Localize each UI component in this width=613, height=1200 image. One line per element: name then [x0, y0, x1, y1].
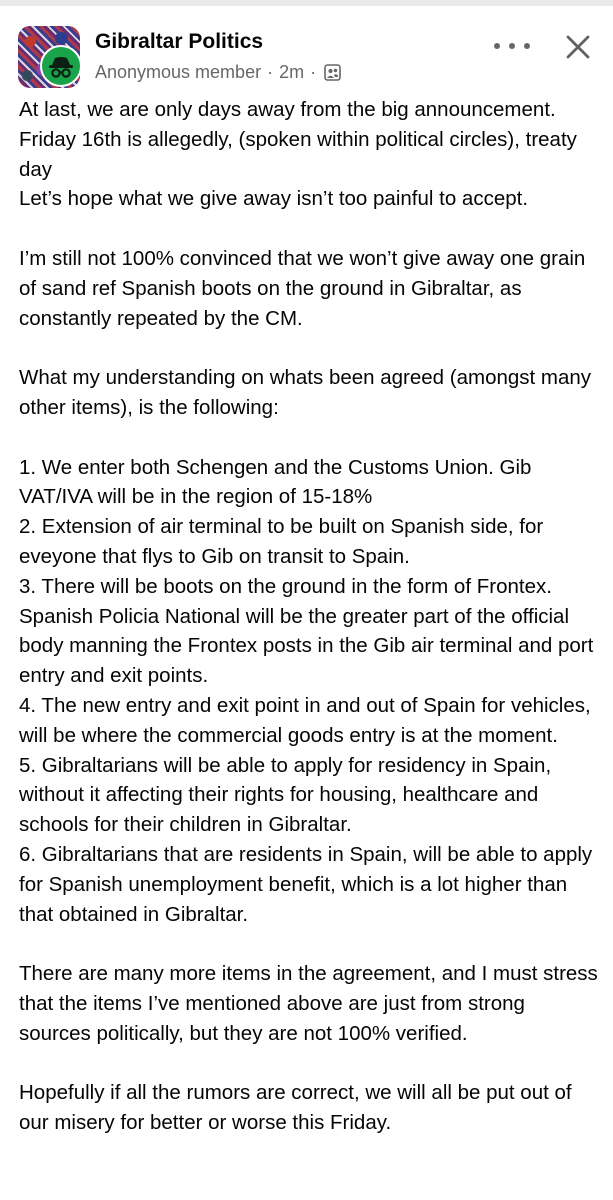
post-text-line: 3. There will be boots on the ground in the form of Frontex. Spanish Policia National will be the greater part of the official body manning the Frontex posts in the Gib air terminal and port entry and exit points.: [19, 574, 594, 688]
post-text-line: 1. We enter both Schengen and the Customs Union. Gib VAT/IVA will be in the region of 15-18%: [19, 455, 532, 509]
post-timestamp[interactable]: 2m: [279, 62, 305, 82]
members-icon[interactable]: [324, 64, 341, 81]
post-text-line: 5. Gibraltarians will be able to apply for residency in Spain, without it affecting their rights for housing, healthcare and schools for their children in Gibraltar.: [19, 753, 552, 837]
meta-separator: ·: [310, 62, 317, 82]
paragraph-gap: [19, 929, 599, 959]
close-icon[interactable]: [561, 30, 595, 64]
author-name[interactable]: Anonymous member: [95, 62, 262, 82]
more-options-button[interactable]: [494, 36, 530, 56]
anonymous-avatar: [40, 45, 82, 87]
post-text-line: I’m still not 100% convinced that we won’t give away one grain of sand ref Spanish boots on the ground in Gibraltar, as constantly repeated by the CM.: [19, 246, 586, 330]
group-name[interactable]: Gibraltar Politics: [95, 30, 264, 53]
post-text-line: 6. Gibraltarians that are residents in Spain, will be able to apply for Spanish unemployment benefit, which is a lot higher than that obtained in Gibraltar.: [19, 842, 593, 926]
post-header: [0, 0, 613, 96]
post-meta: [95, 62, 341, 83]
meta-separator: ·: [267, 62, 274, 82]
more-horizontal-icon-dot: [509, 43, 515, 49]
post-text-line: 4. The new entry and exit point in and out of Spain for vehicles, will be where the commercial goods entry is at the moment.: [19, 693, 591, 747]
paragraph-gap: [19, 423, 599, 453]
incognito-icon: [48, 54, 74, 80]
paragraph-gap: [19, 333, 599, 363]
post-text-line: Let’s hope what we give away isn’t too painful to accept.: [19, 187, 529, 211]
more-horizontal-icon-dot: [524, 43, 530, 49]
post-text-line: Friday 16th is allegedly, (spoken within political circles), treaty day: [19, 127, 577, 181]
post-text-line: Hopefully if all the rumors are correct, we will all be put out of our misery for better or worse this Friday.: [19, 1081, 572, 1135]
paragraph-gap: [19, 1049, 599, 1079]
post-text-line: What my understanding on whats been agreed (amongst many other items), is the following:: [19, 366, 592, 419]
post-text-line: 2. Extension of air terminal to be built on Spanish side, for eveyone that flys to Gib on transit to Spain.: [19, 515, 544, 568]
more-horizontal-icon-dot: [494, 43, 500, 49]
post-body: [19, 95, 599, 1138]
post-text-line: At last, we are only days away from the big announcement.: [19, 98, 556, 121]
post-text-line: There are many more items in the agreement, and I must stress that the items I’ve mentioned above are just from strong sources politically, but they are not 100% verified.: [19, 962, 598, 1045]
paragraph-gap: [19, 214, 599, 244]
